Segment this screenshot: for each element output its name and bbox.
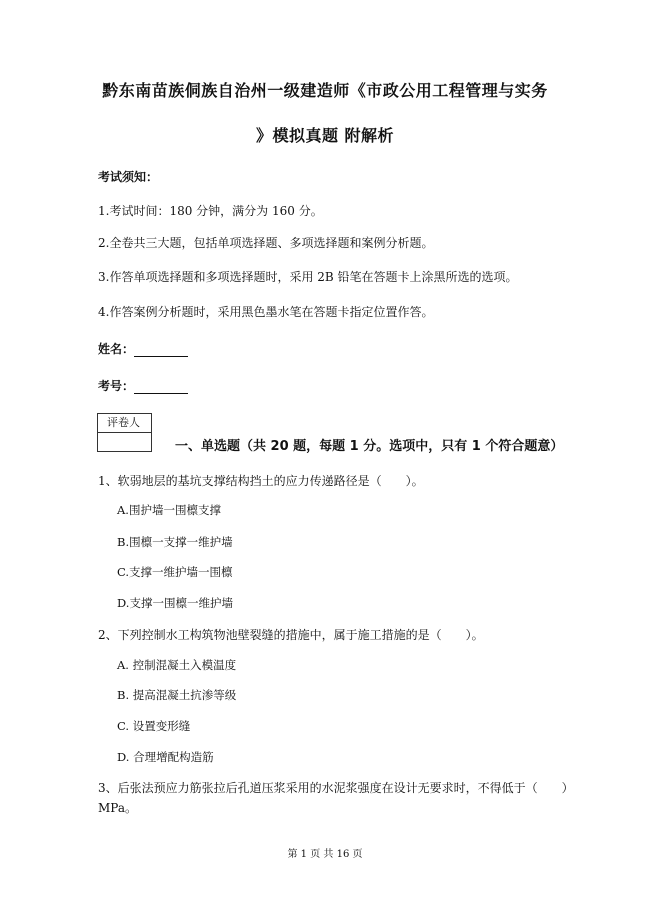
notice-item: 1.考试时间：180 分钟，满分为 160 分。 [98, 204, 323, 218]
page-footer: 第 1 页 共 16 页 [287, 849, 363, 860]
question-1-option-d: D.支撑一围檩一维护墙 [117, 596, 233, 610]
question-2: 2、下列控制水工构筑物池壁裂缝的措施中，属于施工措施的是（ ）。 [98, 628, 484, 642]
scorer-box [97, 413, 152, 452]
id-field [98, 377, 188, 394]
document-title-line1: 黔东南苗族侗族自治州一级建造师《市政公用工程管理与实务 [102, 81, 548, 100]
question-1-option-c: C.支撑一维护墙一围檩 [117, 565, 233, 579]
question-1-option-a: A.围护墙一围檩支撑 [117, 503, 221, 517]
section-title: 一、单选题（共 20 题，每题 1 分。选项中，只有 1 个符合题意） [175, 439, 564, 454]
question-1-option-b: B.围檩一支撑一维护墙 [117, 535, 233, 549]
id-blank[interactable] [134, 381, 188, 394]
name-field [98, 340, 188, 357]
document-title-line2: 》模拟真题 附解析 [255, 126, 395, 145]
notice-item: 4.作答案例分析题时，采用黑色墨水笔在答题卡指定位置作答。 [98, 305, 434, 319]
question-1: 1、软弱地层的基坑支撑结构挡土的应力传递路径是（ ）。 [98, 474, 424, 488]
notice-item: 3.作答单项选择题和多项选择题时，采用 2B 铅笔在答题卡上涂黑所选的选项。 [98, 270, 518, 284]
question-2-option-a: A. 控制混凝土入模温度 [117, 658, 237, 672]
name-blank[interactable] [134, 344, 188, 357]
question-3: 3、后张法预应力筋张拉后孔道压浆采用的水泥浆强度在设计无要求时，不得低于（ ） [98, 781, 574, 795]
question-2-option-c: C. 设置变形缝 [117, 719, 191, 733]
notice-heading: 考试须知： [98, 170, 159, 184]
id-label: 考号： [98, 379, 135, 393]
question-2-option-b: B. 提高混凝土抗渗等级 [117, 688, 237, 702]
name-label: 姓名： [98, 342, 135, 356]
scorer-label: 评卷人 [98, 414, 151, 433]
question-3-continued: MPa。 [98, 801, 137, 815]
notice-item: 2.全卷共三大题，包括单项选择题、多项选择题和案例分析题。 [98, 236, 434, 250]
question-2-option-d: D. 合理增配构造筋 [117, 750, 214, 764]
